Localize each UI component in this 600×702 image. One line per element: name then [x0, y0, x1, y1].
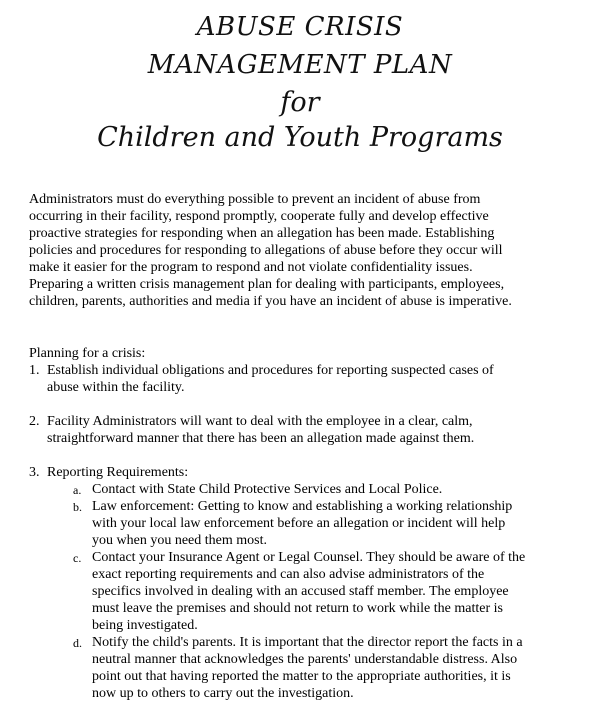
sub-line: Contact your Insurance Agent or Legal Counsel. They should be aware of the: [92, 550, 526, 565]
list-line: Establish individual obligations and procedures for reporting suspected cases of: [47, 363, 494, 378]
sub-line: exact reporting requirements and can also advise administrators of the: [92, 567, 485, 582]
sub-line: point out that having reported the matter to the appropriate authorities, it is: [92, 669, 511, 684]
planning-heading: Planning for a crisis:: [29, 346, 146, 361]
sub-letter: c.: [73, 551, 82, 565]
list-number: 3.: [29, 465, 40, 480]
intro-line: policies and procedures for responding to allegations of abuse before they occur will: [29, 243, 503, 258]
list-line: Reporting Requirements:: [47, 465, 189, 480]
list-line: straightforward manner that there has been an allegation made against them.: [47, 431, 475, 446]
sub-line: specifics involved in dealing with an accused staff member. The employee: [92, 584, 509, 599]
title-line-3: for: [280, 87, 320, 118]
sub-line: being investigated.: [92, 618, 198, 633]
intro-line: Preparing a written crisis management plan for dealing with participants, employees,: [29, 277, 505, 292]
intro-line: occurring in their facility, respond promptly, cooperate fully and develop effective: [29, 209, 489, 224]
list-number: 1.: [29, 363, 40, 378]
sub-line: Law enforcement: Getting to know and establishing a working relationship: [92, 499, 513, 514]
list-line: Facility Administrators will want to deal with the employee in a clear, calm,: [47, 414, 473, 429]
sub-item-text: [92, 498, 512, 549]
intro-paragraph: [29, 191, 579, 310]
sub-line: Notify the child's parents. It is important that the director report the facts in a: [92, 635, 523, 650]
title-line-1: ABUSE CRISIS: [196, 12, 404, 42]
sub-letter: d.: [73, 636, 82, 650]
sub-item-text: [92, 634, 523, 702]
sub-item-text: [92, 481, 442, 498]
sub-item-text: [92, 549, 525, 634]
sub-line: with your local law enforcement before an allegation or incident will help: [92, 516, 506, 531]
intro-line: children, parents, authorities and media if you have an incident of abuse is imperative.: [29, 294, 512, 309]
sub-letter: a.: [73, 483, 82, 497]
list-item-text: [47, 362, 494, 396]
sub-line: Contact with State Child Protective Services and Local Police.: [92, 482, 443, 497]
intro-line: proactive strategies for responding when an allegation has been made. Establishing: [29, 226, 495, 241]
list-item-text: [47, 413, 474, 447]
list-line: abuse within the facility.: [47, 380, 185, 395]
sub-line: neutral manner that acknowledges the parents' understandable distress. Also: [92, 652, 518, 667]
sub-letter: b.: [73, 500, 82, 514]
sub-line: must leave the premises and should not return to work while the matter is: [92, 601, 503, 616]
sub-line: now up to others to carry out the investigation.: [92, 686, 354, 701]
list-item-text: [47, 464, 188, 481]
intro-line: make it easier for the program to respond and not violate confidentiality issues.: [29, 260, 473, 275]
title-line-2: MANAGEMENT PLAN: [147, 50, 453, 80]
sub-line: you when you need them most.: [92, 533, 267, 548]
list-number: 2.: [29, 414, 40, 429]
intro-line: Administrators must do everything possible to prevent an incident of abuse from: [29, 192, 481, 207]
title-line-4: Children and Youth Programs: [97, 122, 503, 153]
